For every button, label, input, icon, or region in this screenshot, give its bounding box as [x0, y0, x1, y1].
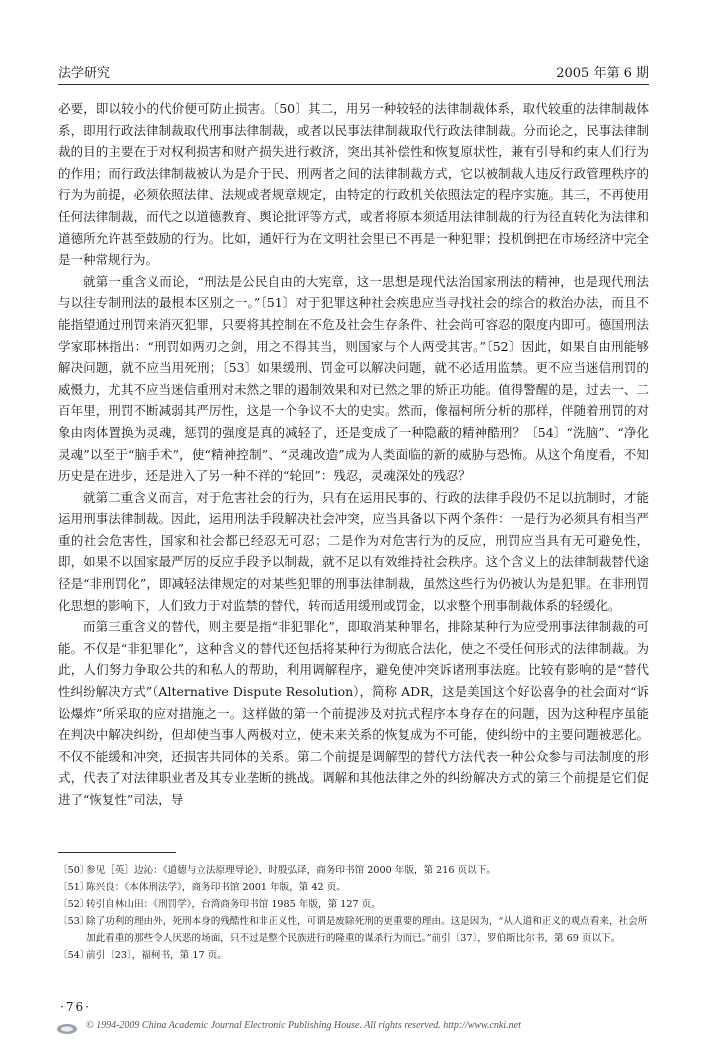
footnote-51	[58, 879, 649, 896]
footnote-text: 除了功利的理由外，死刑本身的残酷性和非正义性，可谓是废除死刑的更重要的理由。这是因为，“从人道和正义的观点看来，社会所加此看重的那些令人厌恶的场面，只不过是整个民族进行的隆重的谋杀行为而已。”前引〔37〕，罗伯斯比尔书，第 69 页以下。	[86, 916, 648, 944]
paragraph-1: 必要，即以较小的代价便可防止损害。〔50〕其二，用另一种较轻的法律制裁体系，取代较重的法律制裁体系，即用行政法律制裁取代刑事法律制裁，或者以民事法律制裁取代行政法律制裁。分而论之，民事法律制裁的目的主要在于对权利损害和财产损失进行救济，突出其补偿性和恢复原状性，兼有引导和约束人们行为的作用；而行政法律制裁被认为是介于民、刑两者之间的法律制裁方式，它以被制裁人违反行政管理秩序的行为为前提，必须依照法律、法规或者规章规定，由特定的行政机关依照法定的程序实施。其三，不再使用任何法律制裁，而代之以道德教育、舆论批评等方式，或者将原本须适用法律制裁的行为径直转化为法律和道德所允许甚至鼓励的行为。比如，通奸行为在文明社会里已不再是一种犯罪；投机倒把在市场经济中完全是一种常规行为。	[58, 101, 649, 268]
footnote-52	[58, 896, 649, 913]
page-number: ·76·	[60, 1000, 91, 1014]
header-divider	[58, 84, 649, 85]
footnote-text: 前引〔23〕，福柯书，第 17 页。	[86, 950, 227, 961]
paragraph-2: 就第一重含义而论，“刑法是公民自由的大宪章，这一思想是现代法治国家刑法的精神，也是现代刑法与以往专制刑法的最根本区别之一。”〔51〕对于犯罪这种社会疾患应当寻找社会的综合的救治办法，而且不能指望通过刑罚来消灭犯罪，只要将其控制在不危及社会生存条件、社会尚可容忍的限度内即可。德国刑法学家耶林指出：“刑罚如两刃之剑，用之不得其当，则国家与个人两受其害。”〔52〕因此，如果自由刑能够解决问题，就不应当用死刑；〔53〕如果缓刑、罚金可以解决问题，就不必适用监禁。更不应当迷信刑罚的威慑力，尤其不应当迷信重刑对未然之罪的遏制效果和对已然之罪的矫正功能。值得警醒的是，过去一、二百年里，刑罚不断减弱其严厉性，这是一个争议不大的史实。然而，像福柯所分析的那样，伴随着刑罚的对象由肉体置换为灵魂，惩罚的强度是真的减轻了，还是变成了一种隐蔽的精神酷刑？〔54〕“洗脑”、“净化灵魂”以至于“脑手术”，使“精神控制”、“灵魂改造”成为人类面临的新的威胁与恐怖。从这个角度看，不知历史是在进步，还是进入了另一种不祥的“轮回”：残忍，灵魂深处的残忍？	[58, 273, 649, 484]
copyright-text: © 1994-2009 China Academic Journal Electronic Publishing House. All rights reserved. http://www.cnki.net	[86, 1020, 521, 1031]
copyright-footer	[56, 1018, 656, 1038]
footnote-mark: 〔53〕	[58, 916, 90, 927]
footnote-text: 参见［英］边沁：《道德与立法原理导论》，时殷弘译，商务印书馆 2000 年版，第 216 页以下。	[86, 865, 496, 876]
issue-label: 2005 年第 6 期	[556, 66, 649, 81]
paragraph-3: 就第二重含义而言，对于危害社会的行为，只有在运用民事的、行政的法律手段仍不足以抗制时，才能运用刑事法律制裁。因此，运用刑法手段解决社会冲突，应当具备以下两个条件：一是行为必须具有相当严重的社会危害性，国家和社会都已经忍无可忍；二是作为对危害行为的反应，刑罚应当具有无可避免性，即，如果不以国家最严厉的反应手段予以制裁，就不足以有效维持社会秩序。这个含义上的法律制裁替代途径是“非刑罚化”，即减轻法律规定的对某些犯罪的刑事法律制裁，虽然这些行为仍被认为是犯罪。在非刑罚化思想的影响下，人们致力于对监禁的替代，转而适用缓刑或罚金，以求整个刑事制裁体系的轻缓化。	[58, 489, 649, 613]
footnote-mark: 〔51〕	[58, 882, 90, 893]
journal-title: 法学研究	[58, 66, 111, 81]
footnote-50	[58, 862, 649, 879]
footnote-mark: 〔54〕	[58, 950, 90, 961]
paragraph-4: 而第三重含义的替代，则主要是指“非犯罪化”，即取消某种罪名，排除某种行为应受刑事法律制裁的可能。不仅是“非犯罪化”，这种含义的替代还包括将某种行为彻底合法化，使之不受任何形式的法律制裁。为此，人们努力争取公共的和私人的帮助，利用调解程序，避免使冲突诉诸刑事法庭。比较有影响的是“替代性纠纷解决方式”（Alternative Dispute Resolution），简称 ADR，这是美国这个好讼喜争的社会面对“诉讼爆炸”所采取的应对措施之一。这样做的第一个前提涉及对抗式程序本身存在的问题，因为这种程序虽能在判决中解决纠纷，但却使当事人两极对立，使未来关系的恢复成为不可能，使纠纷中的主要问题被恶化。不仅不能缓和冲突，还损害共同体的关系。第二个前提是调解型的替代方法代表一种公众参与司法制度的形式，代表了对法律职业者及其专业垄断的挑战。调解和其他法律之外的纠纷解决方式的第三个前提是它们促进了“恢复性”司法，导	[58, 619, 649, 807]
footnotes	[58, 862, 649, 964]
footnote-mark: 〔50〕	[58, 865, 90, 876]
footnote-divider	[58, 852, 176, 853]
footnote-text: 陈兴良：《本体刑法学》，商务印书馆 2001 年版，第 42 页。	[86, 882, 346, 893]
footnote-text: 转引自林山田：《刑罚学》，台湾商务印书馆 1985 年版，第 127 页。	[86, 899, 381, 910]
running-header	[58, 62, 649, 82]
cnki-logo-icon	[56, 1020, 78, 1032]
article-body	[58, 98, 649, 811]
footnote-mark: 〔52〕	[58, 899, 90, 910]
footnote-53	[58, 913, 649, 947]
footnote-54	[58, 947, 649, 964]
